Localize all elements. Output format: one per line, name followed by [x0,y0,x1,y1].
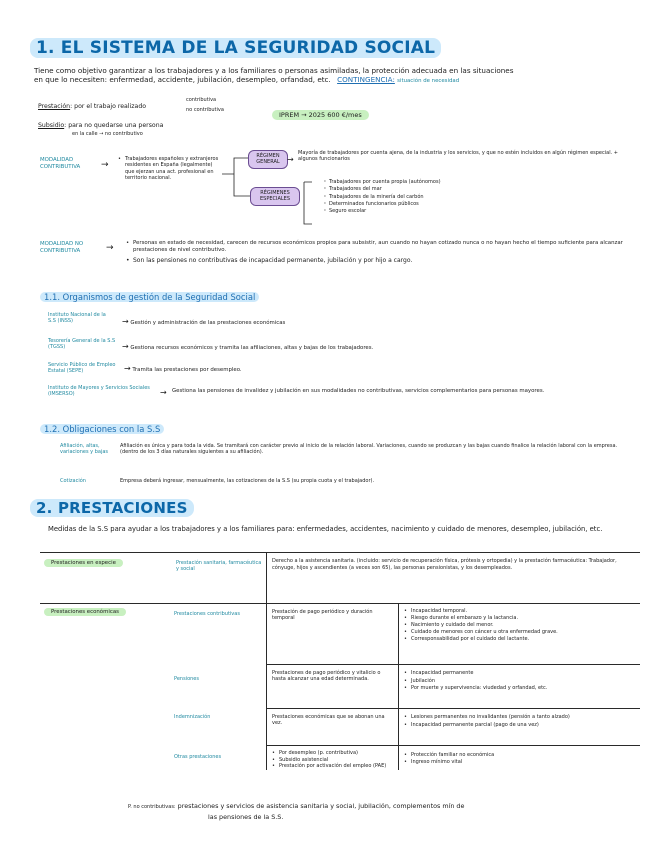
modalidad-contributiva-label: MODALIDAD CONTRIBUTIVA [40,157,81,170]
regimen-general-box: RÉGIMEN GENERAL [248,150,288,169]
subsidio-def: Subsidio: para no quedarse una persona [38,122,164,129]
footer-label: P. no contributivas: [128,804,176,810]
contingencia-text: situación de necesidad [397,78,460,84]
prestacion-label: Prestación [38,103,71,110]
arrow-icon: → [101,160,109,170]
list-item: • Lesiones permanentes no invalidantes (pensión a tanto alzado) [404,714,640,722]
row-items-otras-right [404,752,640,766]
table-divider [266,745,640,746]
list-item: • Jubilación [404,678,638,686]
row-desc-indemnizacion: Prestaciones económicas que se abonan una vez. [272,714,385,727]
obligacion-label-cotizacion: Cotización [60,478,86,484]
prestaciones-especie-label: Prestaciones en especie [44,559,123,567]
prestacion-option-1: contributiva [186,97,217,103]
list-item: • Cuidado de menores con cáncer u otra enfermedad grave. [404,629,638,636]
table-divider [40,552,640,553]
arrow-icon: → [160,388,167,397]
section-1-1-title: 1.1. Organismos de gestión de la Seguridad Social [40,292,259,302]
section-1-2-title-wrap [40,424,164,435]
footer-text-1: prestaciones y servicios de asistencia sanitaria y social, jubilación, complementos mín de [177,802,465,810]
list-item: • Por desempleo (p. contributiva) [272,750,396,757]
modalidad-no-contributiva-list [126,240,626,264]
regimen-general-text: Mayoría de trabajadores por cuenta ajena, de la industria y los servicios, y que no estén incluidos en algún régimen especial. + algunos funcionarios [298,150,618,163]
row-items-pensiones [404,670,638,693]
section-2-title-wrap [30,499,194,518]
section-2-intro: Medidas de la S.S para ayudar a los trabajadores y a los familiares para: enfermedades, accidentes, nacimiento y cuidado de menores, desempleo, jubilación, etc. [48,525,603,533]
section-1-title: 1. EL SISTEMA DE LA SEGURIDAD SOCIAL [30,38,441,58]
org-desc-tgss: → Gestiona recursos económicos y tramita las afiliaciones, altas y bajas de los trabajadores. [122,342,374,351]
org-desc-inss: → Gestión y administración de las prestaciones económicas [122,317,286,326]
table-divider [266,708,640,709]
prestaciones-especie-label-wrap [44,558,123,567]
org-label-tgss: Tesorería General de la S.S (TGSS) [48,338,116,351]
section-1-1-title-wrap [40,292,259,303]
footer-text-2: las pensiones de la S.S. [208,813,284,821]
list-item: • Nacimiento y cuidado del menor. [404,622,638,629]
iprem-badge: IPREM → 2025 600 €/mes [272,111,369,120]
table-divider [266,664,640,665]
org-label-inss: Instituto Nacional de la S.S (INSS) [48,312,106,325]
org-desc-imserso: Gestiona las pensiones de invalidez y jubilación en sus modalidades no contributivas, servicios complementarios para personas mayores. [172,388,545,394]
row-label-contributivas: Prestaciones contributivas [174,611,240,617]
list-item: · Trabajadores por cuenta propia (autónomos) [323,179,441,186]
regimenes-especiales-list [323,179,441,215]
row-items-indemnizacion [404,714,640,729]
row-items-contributivas [404,608,638,642]
regimenes-especiales-box: RÉGIMENES ESPECIALES [250,187,300,206]
section-1-intro [34,66,634,85]
row-desc-pensiones: Prestaciones de pago periódico y vitalicio o hasta alcanzar una edad determinada. [272,670,381,683]
row-label-otras: Otras prestaciones [174,754,222,760]
list-item: · Trabajadores del mar [323,186,441,193]
subsidio-text-2: en la calle → no contributivo [72,131,143,137]
list-item: • Corresponsabilidad por el cuidado del lactante. [404,636,638,643]
subsidio-label: Subsidio [38,122,65,129]
contingencia-label: CONTINGENCIA: [337,75,395,84]
row-label-indemnizacion: Indemnización [174,714,211,720]
section-2-title: 2. PRESTACIONES [30,499,194,517]
row-items-otras-left [272,750,396,770]
prestaciones-especie-sub: Prestación sanitaria, farmacéutica y social [176,560,262,573]
prestacion-option-2: no contributiva [186,107,224,113]
prestacion-def: Prestación: por el trabajo realizado [38,103,147,110]
list-item: • Personas en estado de necesidad, carecen de recursos económicos propios para subsistir, aun cuando no hayan cotizado nunca o no hayan hecho el tiempo suficiente para alcanzar prestaciones de nivel contributivo. [126,240,626,254]
table-divider [40,603,640,604]
list-item: • Son las pensiones no contributivas de incapacidad permanente, jubilación y por hijo a cargo. [126,257,626,265]
obligacion-desc-afiliacion: Afiliación es única y para toda la vida. Se tramitará con carácter previo al inicio de la relación laboral. Variaciones, cuando se produzcan y las bajas cuando finalice la relación laboral con la empresa. (dentro de los 3 días naturales siguientes a su afiliación). [120,443,618,456]
org-label-sepe: Servicio Público de Empleo Estatal (SEPE) [48,362,116,375]
list-item: • Subsidio asistencial [272,757,396,764]
list-item: · Determinados funcionarios públicos [323,201,441,208]
list-item: · Trabajadores de la minería del carbón [323,194,441,201]
prestaciones-economicas-label: Prestaciones económicas [44,608,126,616]
prestaciones-especie-desc: Derecho a la asistencia sanitaria. (incluido: servicio de recuperación física, prótesis y ortopedia) y la prestación farmacéutica: Trabajador, cónyuge, hijos y ascendientes (a veces son 65), las personas pensionistas, y los desempleados. [272,558,617,571]
list-item: • Prestación por activación del empleo (PAE) [272,763,396,770]
list-item: • Incapacidad permanente [404,670,638,678]
row-desc-contributivas: Prestación de pago periódico y duración temporal [272,609,373,622]
footer-note [128,802,628,810]
list-item: • Por muerte y supervivencia: viudedad y orfandad, etc. [404,685,638,693]
list-item: • Incapacidad temporal. [404,608,638,615]
section-1-title-wrap [30,38,441,59]
especiales-bracket [300,180,320,226]
list-item: · Seguro escolar [323,208,441,215]
prestaciones-economicas-label-wrap [44,607,126,616]
row-label-pensiones: Pensiones [174,676,199,682]
intro-line-a: Tiene como objetivo garantizar a los trabajadores y a los familiares o personas asimiladas, la protección adecuada en las situaciones [34,66,514,75]
intro-line-b: en que lo necesiten: enfermedad, accidente, jubilación, desempleo, orfandad, etc. CONTINGENCIA: situación de necesidad [34,75,460,84]
org-label-imserso: Instituto de Mayores y Servicios Sociales (IMSERSO) [48,385,150,398]
modalidad-no-contributiva-label: MODALIDAD NO CONTRIBUTIVA [40,241,84,254]
arrow-icon: → [287,155,294,164]
modalidad-contributiva-text: • Trabajadores españoles y extranjeros residentes en España (legalmente) que ejerzan una act. profesional en territorio nacional. [118,156,220,181]
org-desc-sepe: → Tramita las prestaciones por desempleo. [124,364,242,373]
section-1-2-title: 1.2. Obligaciones con la S.S [40,424,164,434]
obligacion-label-afiliacion: Afiliación, altas, variaciones y bajas [60,443,109,456]
list-item: • Riesgo durante el embarazo y la lactancia. [404,615,638,622]
table-divider [266,553,267,603]
obligacion-desc-cotizacion: Empresa deberá ingresar, mensualmente, las cotizaciones de la S.S (su propia cuota y el trabajador). [120,478,375,484]
arrow-icon: → [106,243,114,253]
list-item: • Incapacidad permanente parcial (pago de una vez) [404,722,640,730]
list-item: • Ingreso mínimo vital [404,759,640,766]
list-item: • Protección familiar no económica [404,752,640,759]
